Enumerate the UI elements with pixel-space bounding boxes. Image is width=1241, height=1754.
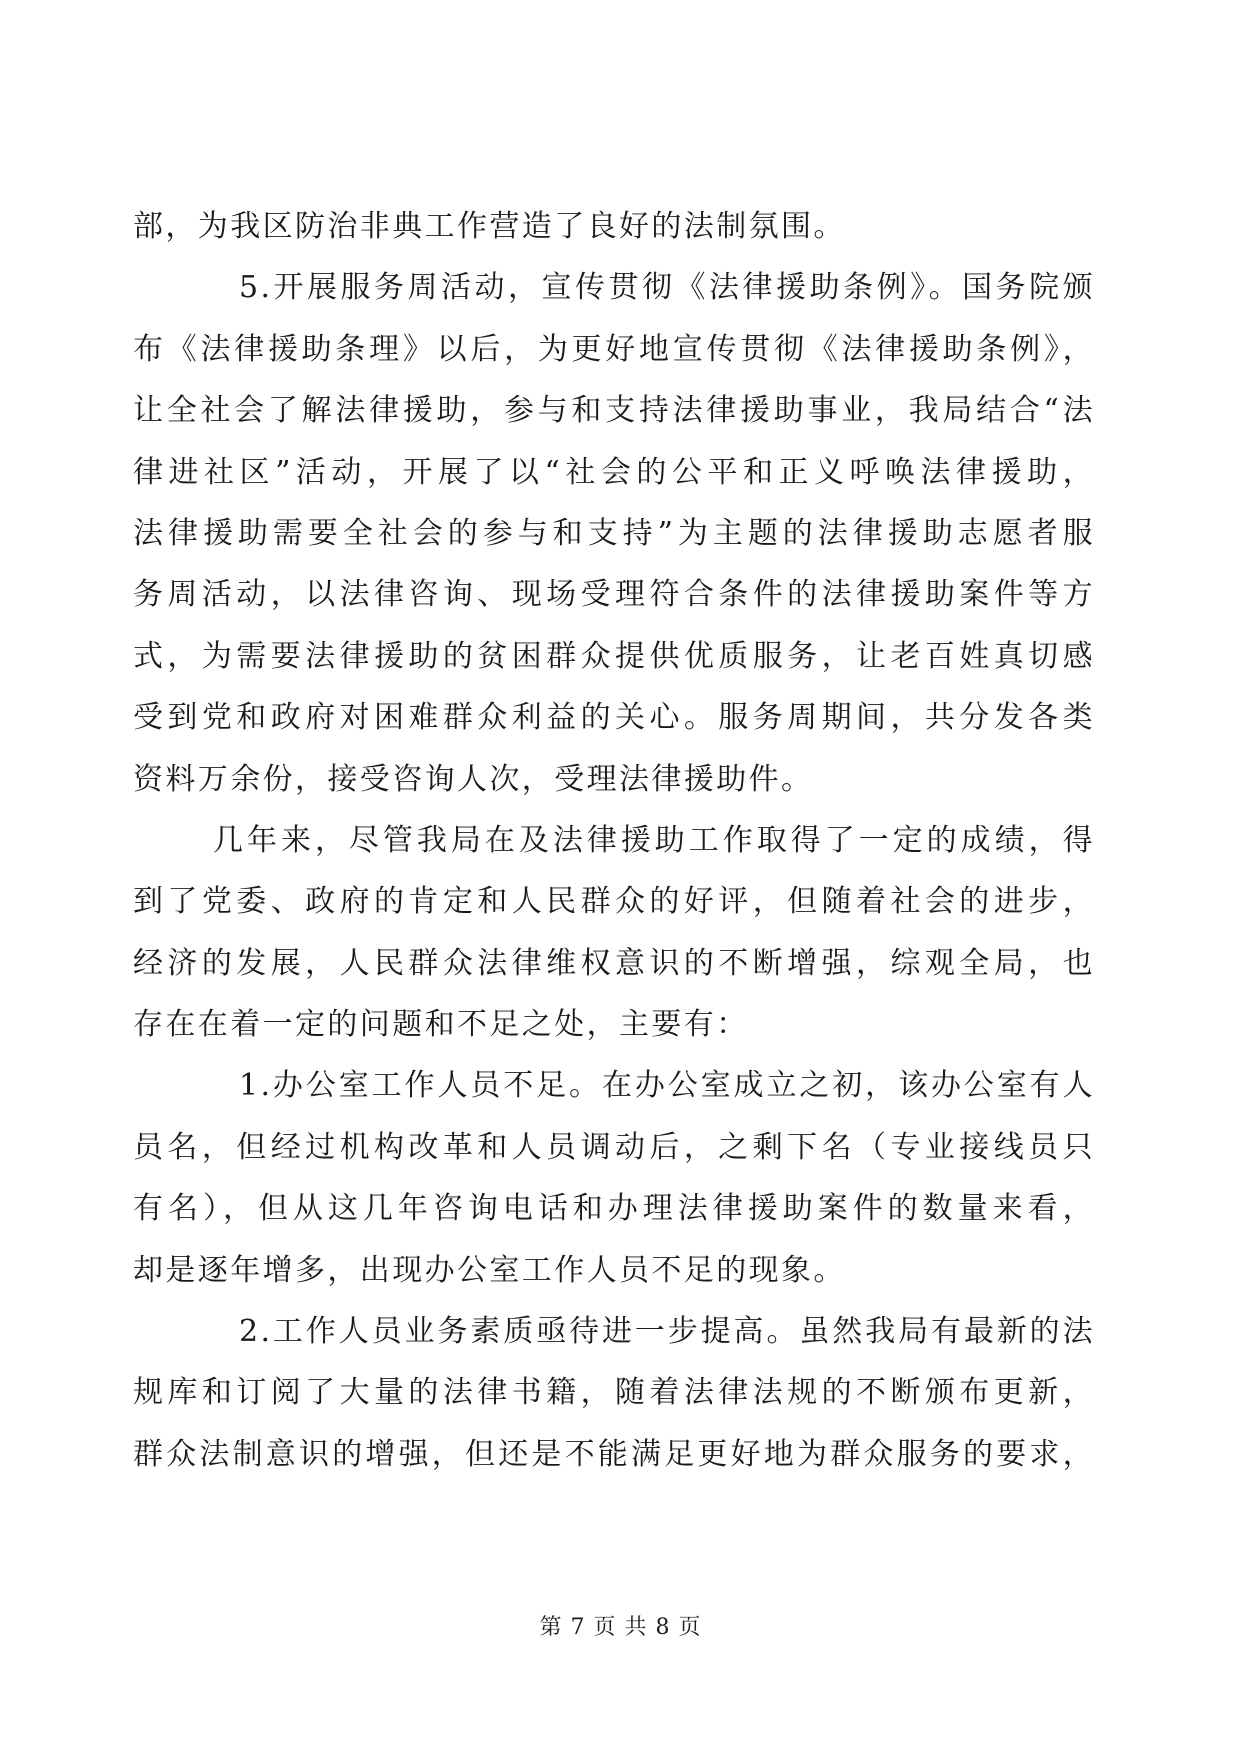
text-line: 布《法律援助条理》以后，为更好地宣传贯彻《法律援助条例》， (133, 331, 1095, 367)
text-line: 资料万余份，接受咨询人次，受理法律援助件。 (133, 761, 814, 797)
text-line: 却是逐年增多，出现办公室工作人员不足的现象。 (133, 1252, 846, 1288)
text-line: 务周活动，以法律咨询、现场受理符合条件的法律援助案件等方 (133, 577, 1095, 613)
text-line: 律进社区”活动，开展了以“社会的公平和正义呼唤法律援助， (133, 454, 1095, 490)
text-line: 有名），但从这几年咨询电话和办理法律援助案件的数量来看， (133, 1191, 1095, 1227)
text-line: 让全社会了解法律援助，参与和支持法律援助事业，我局结合“法 (133, 393, 1095, 429)
text-line: 5.开展服务周活动，宣传贯彻《法律援助条例》。国务院颁 (239, 270, 1095, 306)
text-line: 员名，但经过机构改革和人员调动后，之剩下名（专业接线员只 (133, 1129, 1095, 1165)
text-line: 受到党和政府对困难群众利益的关心。服务周期间，共分发各类 (133, 700, 1095, 736)
page-number-footer: 第 7 页 共 8 页 (539, 1615, 702, 1640)
text-line: 经济的发展，人民群众法律维权意识的不断增强，综观全局，也 (133, 945, 1095, 981)
text-line: 2.工作人员业务素质亟待进一步提高。虽然我局有最新的法 (239, 1314, 1095, 1350)
text-line: 存在在着一定的问题和不足之处，主要有： (133, 1007, 749, 1043)
text-line: 法律援助需要全社会的参与和支持”为主题的法律援助志愿者服 (133, 515, 1095, 551)
text-line: 部，为我区防治非典工作营造了良好的法制氛围。 (133, 209, 846, 244)
text-line: 到了党委、政府的肯定和人民群众的好评，但随着社会的进步， (133, 884, 1095, 920)
text-line: 规库和订阅了大量的法律书籍，随着法律法规的不断颁布更新， (133, 1375, 1095, 1411)
text-line: 群众法制意识的增强，但还是不能满足更好地为群众服务的要求， (133, 1436, 1095, 1472)
body-text (133, 196, 1095, 1485)
text-line: 式，为需要法律援助的贫困群众提供优质服务，让老百姓真切感 (133, 638, 1095, 674)
text-line: 几年来，尽管我局在及法律援助工作取得了一定的成绩，得 (213, 822, 1095, 858)
text-line: 1.办公室工作人员不足。在办公室成立之初，该办公室有人 (239, 1068, 1095, 1104)
